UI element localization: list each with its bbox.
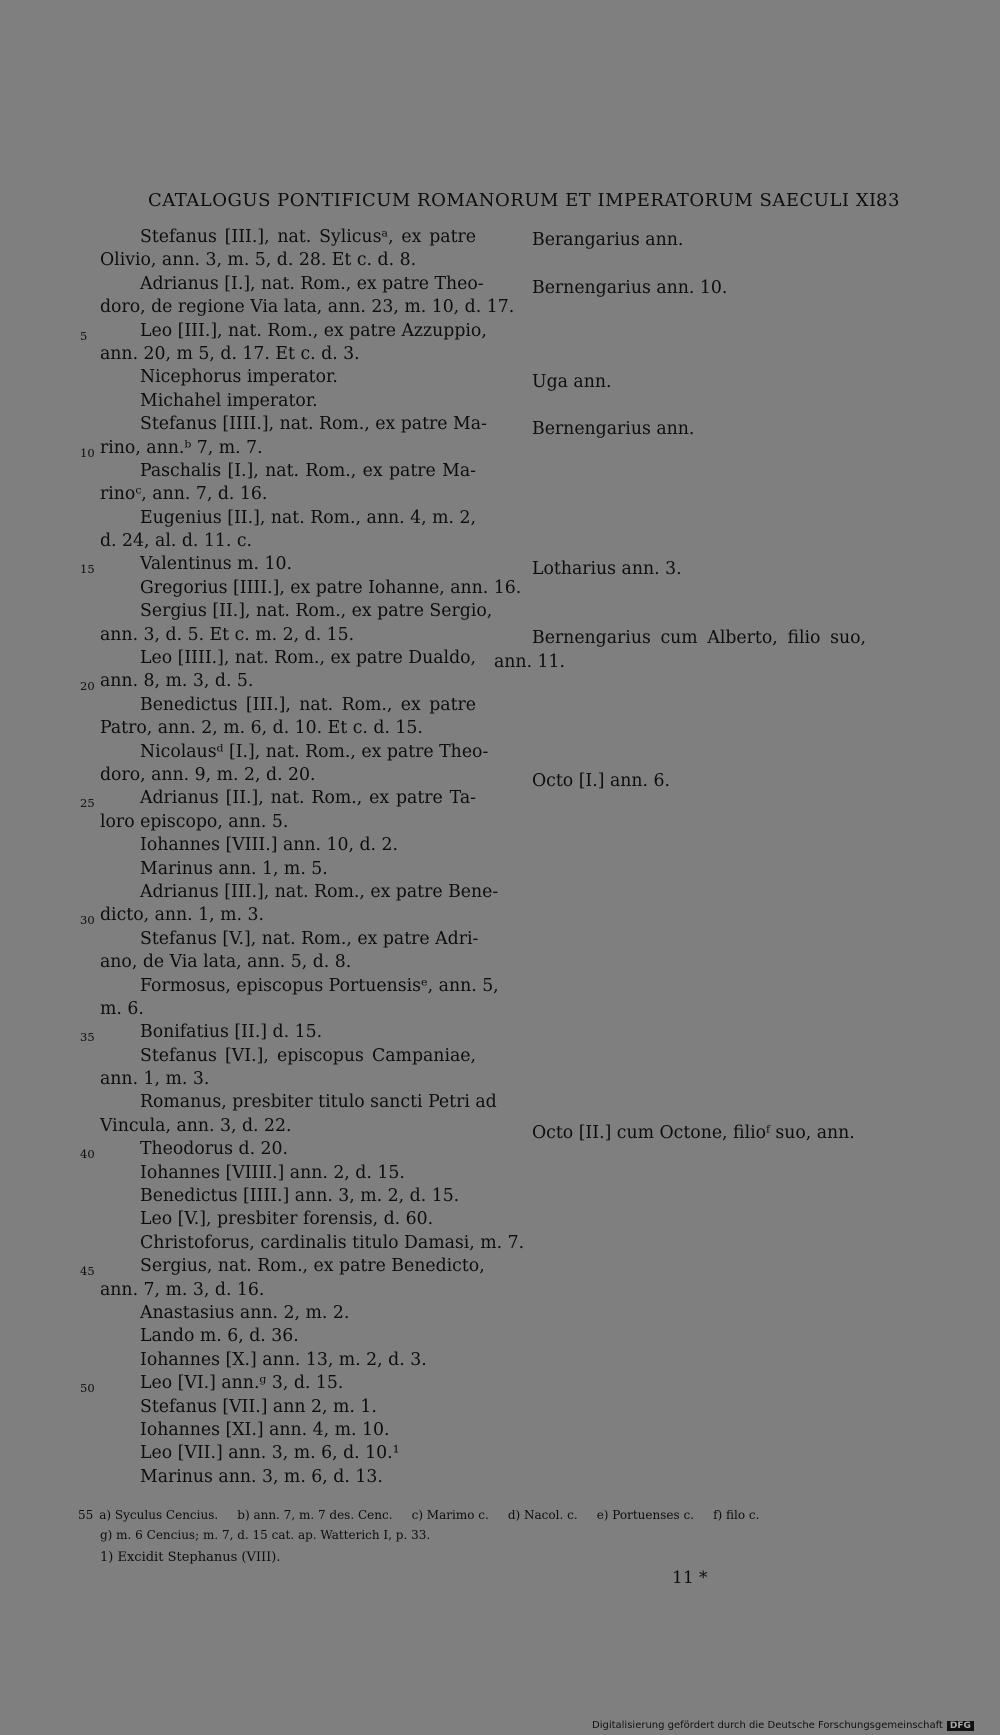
catalog-line-text: ann. 20, m 5, d. 17. Et c. d. 3.	[100, 343, 360, 364]
footnote-line: g) m. 6 Cencius; m. 7, d. 15 cat. ap. Watterich I, p. 33.	[100, 1528, 431, 1542]
catalog-line	[100, 1208, 476, 1231]
catalog-line-text: d. 24, al. d. 11. c.	[100, 531, 253, 552]
catalog-line-text: Paschalis [I.], nat. Rom., ex patre Ma-	[140, 460, 476, 481]
catalog-line-text: Adrianus [II.], nat. Rom., ex patre Ta-	[140, 788, 476, 809]
catalog-line	[80, 787, 476, 811]
catalog-line-text: Christoforus, cardinalis titulo Damasi, m. 7.	[140, 1232, 525, 1253]
catalog-line	[100, 928, 479, 951]
catalog-line-text: Leo [III.], nat. Rom., ex patre Azzuppio,	[140, 320, 487, 341]
catalog-line	[100, 1162, 476, 1185]
catalog-line-text: Eugenius [II.], nat. Rom., ann. 4, m. 2,	[140, 507, 476, 528]
catalog-line-text: Stefanus [V.], nat. Rom., ex patre Adri-	[140, 928, 479, 949]
emperor-entry: Bernengarius ann.	[532, 419, 695, 439]
line-number: 15	[80, 562, 95, 577]
catalog-line	[80, 1372, 476, 1396]
catalog-line	[100, 717, 476, 740]
emperor-entry: Berangarius ann.	[532, 230, 684, 250]
catalog-line-text: Michahel imperator.	[140, 390, 318, 411]
line-number: 5	[80, 328, 88, 343]
catalog-line	[100, 647, 476, 670]
catalog-line-text: Benedictus [III.], nat. Rom., ex patre	[140, 694, 476, 715]
catalog-line-text: Nicephorus imperator.	[140, 367, 338, 388]
catalog-line	[80, 1021, 476, 1045]
catalog-line-text: Anastasius ann. 2, m. 2.	[140, 1302, 350, 1323]
catalog-line-text: Stefanus [VII.] ann 2, m. 1.	[140, 1396, 377, 1417]
catalog-line-text: Formosus, episcopus Portuensisᵉ, ann. 5,	[140, 975, 499, 996]
catalog-line	[80, 320, 487, 343]
catalog-line	[100, 1185, 476, 1208]
catalog-line	[100, 998, 476, 1021]
catalog-line-text: Gregorius [IIII.], ex patre Iohanne, ann. 16.	[140, 577, 522, 598]
dfg-logo: DFG	[947, 1721, 974, 1731]
catalog-line-text: Stefanus [IIII.], nat. Rom., ex patre Ma-	[140, 414, 487, 435]
catalog-line	[100, 1091, 497, 1114]
catalog-line	[100, 1302, 476, 1325]
catalog-line-text: Valentinus m. 10.	[140, 554, 293, 575]
catalog-line-text: Stefanus [III.], nat. Sylicusᵃ, ex patre	[140, 227, 476, 247]
catalog-line-text: rino, ann.ᵇ 7, m. 7.	[100, 437, 263, 458]
catalog-line	[100, 366, 476, 389]
catalog-line-text: Leo [IIII.], nat. Rom., ex patre Dualdo,	[140, 648, 477, 669]
catalog-line	[100, 577, 522, 600]
catalog-line	[100, 483, 476, 506]
catalog-line	[80, 904, 476, 928]
catalog-line-text: Olivio, ann. 3, m. 5, d. 28. Et c. d. 8.	[100, 250, 417, 271]
emperor-entry: ann. 11.	[494, 652, 566, 672]
catalog-line-text: rinoᶜ, ann. 7, d. 16.	[100, 484, 268, 505]
catalog-line-text: Romanus, presbiter titulo sancti Petri ad	[140, 1092, 497, 1113]
catalog-line-text: loro episcopo, ann. 5.	[100, 811, 289, 832]
catalog-line	[80, 553, 476, 577]
catalog-line	[80, 1138, 476, 1162]
catalog-line-text: Marinus ann. 1, m. 5.	[140, 858, 328, 879]
catalog-line	[100, 1396, 476, 1419]
running-title: CATALOGUS PONTIFICUM ROMANORUM ET IMPERATORUM SAECULI XI.	[148, 190, 883, 211]
line-number: 35	[80, 1030, 95, 1045]
catalog-line	[100, 624, 476, 647]
catalog-line-text: Nicolausᵈ [I.], nat. Rom., ex patre Theo-	[140, 741, 489, 762]
catalog-line	[80, 1255, 485, 1279]
catalog-line-text: Iohannes [VIIII.] ann. 2, d. 15.	[140, 1162, 405, 1183]
catalog-line	[100, 390, 476, 413]
catalog-line	[100, 273, 484, 296]
catalog-line	[100, 1115, 476, 1138]
footnote-text: a) Syculus Cencius. b) ann. 7, m. 7 des. Cenc. c) Marimo c. d) Nacol. c. e) Portuenses c. f) filo c.	[99, 1508, 760, 1522]
catalog-line-text: doro, ann. 9, m. 2, d. 20.	[100, 764, 316, 785]
line-number: 30	[80, 913, 95, 928]
catalog-line-text: Leo [VI.] ann.ᵍ 3, d. 15.	[140, 1373, 344, 1394]
catalog-line	[100, 694, 476, 717]
catalog-line	[100, 1466, 476, 1489]
line-number: 25	[80, 796, 95, 811]
catalog-line-text: Leo [V.], presbiter forensis, d. 60.	[140, 1209, 434, 1230]
catalog-line	[100, 1419, 476, 1442]
catalog-line	[100, 530, 476, 553]
footnote-line: 1) Excidit Stephanus (VIII).	[100, 1550, 281, 1565]
catalog-line-text: Adrianus [I.], nat. Rom., ex patre Theo-	[140, 273, 484, 294]
catalog-line-text: Stefanus [VI.], episcopus Campaniae,	[140, 1045, 476, 1066]
catalog-line	[100, 507, 476, 530]
catalog-line	[100, 1325, 476, 1348]
catalog-line-text: Sergius, nat. Rom., ex patre Benedicto,	[140, 1256, 485, 1277]
catalog-line-text: Sergius [II.], nat. Rom., ex patre Sergio,	[140, 601, 493, 622]
catalog-line	[80, 437, 476, 460]
catalog-line	[100, 834, 476, 857]
line-number: 40	[80, 1147, 95, 1162]
emperor-entry: Lotharius ann. 3.	[532, 559, 682, 579]
catalog-line-text: Theodorus d. 20.	[140, 1139, 289, 1160]
papal-catalog-column	[80, 226, 525, 1489]
catalog-line	[100, 858, 476, 881]
catalog-line	[100, 741, 489, 764]
catalog-line	[100, 811, 476, 834]
catalog-line-text: Iohannes [VIII.] ann. 10, d. 2.	[140, 835, 399, 856]
catalog-line	[100, 413, 487, 436]
emperor-entry: Octo [I.] ann. 6.	[532, 771, 671, 791]
line-number: 10	[80, 445, 95, 460]
catalog-line-text: Leo [VII.] ann. 3, m. 6, d. 10.¹	[140, 1443, 400, 1464]
catalog-line-text: Bonifatius [II.] d. 15.	[140, 1022, 323, 1043]
catalog-line-text: Marinus ann. 3, m. 6, d. 13.	[140, 1466, 383, 1487]
catalog-line	[100, 975, 499, 998]
signature-mark: 11 *	[672, 1568, 708, 1588]
catalog-line	[100, 951, 476, 974]
catalog-line-text: Patro, ann. 2, m. 6, d. 10. Et c. d. 15.	[100, 718, 423, 739]
catalog-line-text: Benedictus [IIII.] ann. 3, m. 2, d. 15.	[140, 1186, 460, 1207]
catalog-line-text: Lando m. 6, d. 36.	[140, 1326, 299, 1347]
footnote-line	[78, 1508, 759, 1522]
line-number: 20	[80, 679, 95, 694]
catalog-line-text: Iohannes [X.] ann. 13, m. 2, d. 3.	[140, 1349, 427, 1370]
credit-text: Digitalisierung gefördert durch die Deutsche Forschungsgemeinschaft	[592, 1720, 943, 1731]
emperor-entry: Bernengarius cum Alberto, filio suo,	[532, 628, 866, 648]
line-number: 55	[78, 1508, 94, 1522]
catalog-line	[100, 881, 499, 904]
catalog-line	[100, 343, 476, 366]
catalog-line	[100, 600, 493, 623]
catalog-line	[100, 249, 476, 272]
catalog-line	[100, 1068, 476, 1091]
catalog-line-text: ann. 1, m. 3.	[100, 1069, 210, 1090]
catalog-line-text: Iohannes [XI.] ann. 4, m. 10.	[140, 1419, 390, 1440]
catalog-line	[100, 1279, 476, 1302]
catalog-line	[100, 1045, 476, 1068]
catalog-line	[100, 460, 476, 483]
catalog-line-text: dicto, ann. 1, m. 3.	[100, 905, 264, 926]
catalog-line-text: m. 6.	[100, 998, 144, 1019]
catalog-line-text: Vincula, ann. 3, d. 22.	[100, 1115, 292, 1136]
catalog-line	[80, 670, 476, 694]
catalog-line-text: ano, de Via lata, ann. 5, d. 8.	[100, 952, 352, 973]
line-number: 50	[80, 1381, 95, 1396]
line-number: 45	[80, 1264, 95, 1279]
catalog-line	[100, 764, 476, 787]
emperor-entry: Octo [II.] cum Octone, filioᶠ suo, ann.	[532, 1123, 855, 1143]
digitization-credit	[592, 1720, 974, 1731]
page-number: 83	[876, 190, 900, 211]
catalog-line-text: ann. 8, m. 3, d. 5.	[100, 671, 254, 692]
catalog-line-text: doro, de regione Via lata, ann. 23, m. 10, d. 17.	[100, 297, 515, 318]
catalog-line-text: Adrianus [III.], nat. Rom., ex patre Bene-	[140, 881, 499, 902]
catalog-line-text: ann. 3, d. 5. Et c. m. 2, d. 15.	[100, 624, 355, 645]
emperor-entry: Bernengarius ann. 10.	[532, 278, 728, 298]
catalog-line	[100, 1232, 525, 1255]
catalog-line-text: ann. 7, m. 3, d. 16.	[100, 1279, 265, 1300]
catalog-line	[100, 1442, 476, 1465]
emperor-entry: Uga ann.	[532, 372, 612, 392]
catalog-line	[100, 1349, 476, 1372]
catalog-line	[100, 296, 515, 319]
catalog-line	[100, 226, 476, 249]
